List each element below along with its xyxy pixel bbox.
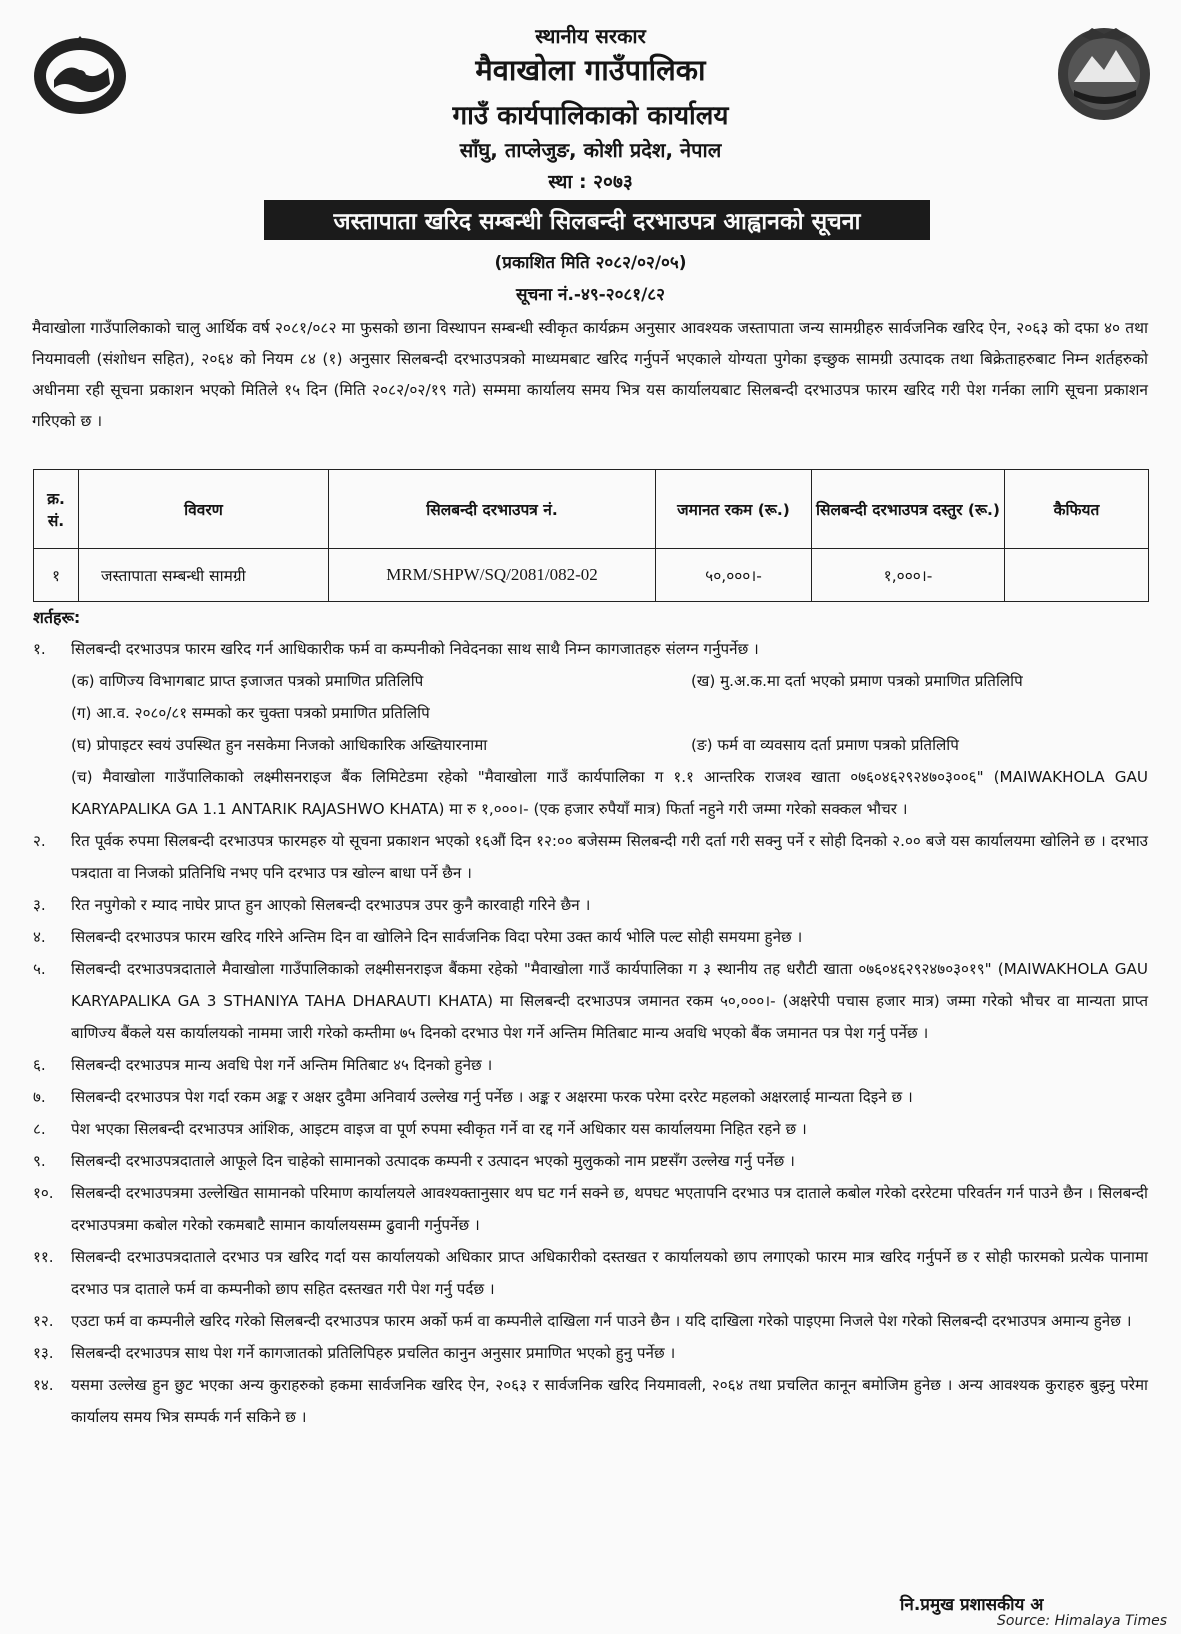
term-item [33, 1145, 1148, 1177]
cell-description: जस्तापाता सम्बन्धी सामग्री [79, 549, 329, 602]
term-item [33, 921, 1148, 953]
cell-remarks [1005, 549, 1149, 602]
table-header-row [34, 470, 1149, 549]
term-item [33, 1305, 1148, 1337]
cell-sn: १ [34, 549, 79, 602]
col-header-sn: क्र. सं. [34, 470, 79, 549]
notice-title: जस्तापाता खरिद सम्बन्धी सिलबन्दी दरभाउपत्र आह्वानको सूचना [264, 200, 930, 240]
term-text: सिलबन्दी दरभाउपत्र साथ पेश गर्ने कागजातको प्रतिलिपिहरु प्रचलित कानुन अनुसार प्रमाणित भएको हुनु पर्नेछ । [71, 1344, 676, 1362]
term-subitem: (घ) प्रोपाइटर स्वयं उपस्थित हुन नसकेमा निजको आधिकारिक अख्तियारनामा [71, 736, 488, 754]
cell-fee: १,०००।- [812, 549, 1005, 602]
term-number: १३. [33, 1344, 54, 1362]
term-number: १४. [33, 1376, 54, 1394]
header-municipality-name: मैवाखोला गाउँपालिका [475, 53, 706, 87]
term-number: १०. [33, 1184, 54, 1202]
term-number: ५. [33, 960, 46, 978]
cell-bid-no: MRM/SHPW/SQ/2081/082-02 [329, 549, 656, 602]
term-number: ३. [33, 896, 46, 914]
terms-list [33, 633, 1148, 1433]
term-text: सिलबन्दी दरभाउपत्रदाताले मैवाखोला गाउँपालिकाको लक्ष्मीसनराइज बैंकमा रहेको "मैवाखोला गाउँ कार्यपालिका ग ३ स्थानीय तह धरौटी खाता ०७६०४६२९२४७०३०१९" (MAIWAKHOLA GAU KARYAPALIKA GA 3 STHANIYA TAHA DHARAUTI KHATA) मा सिलबन्दी दरभाउपत्र जमानत रकम ५०,०००।- (अक्षरेपी पचास हजार मात्र) जम्मा गरेको भौचर वा मान्यता प्राप्त बाणिज्य बैंकले यस कार्यालयको नाममा जारी गरेको कम्तीमा ७५ दिनको दरभाउ पेश गर्ने अन्तिम मितिबाट मान्य अवधि भएको बैंक जमानत पत्र पेश गर्नु पर्नेछ । [71, 960, 1148, 1042]
term-item [33, 633, 1148, 665]
term-item [33, 1241, 1148, 1305]
term-subitem: (ङ) फर्म वा व्यवसाय दर्ता प्रमाण पत्रको प्रतिलिपि [691, 736, 959, 754]
term-number: ८. [33, 1120, 46, 1138]
notice-number: सूचना नं.-४९-२०८१/८२ [516, 285, 665, 305]
term-text: सिलबन्दी दरभाउपत्र फारम खरिद गरिने अन्तिम दिन वा खोलिने दिन सार्वजनिक विदा परेमा उक्त कार्य भोलि पल्ट सोही समयमा हुनेछ । [71, 928, 803, 946]
term-text: सिलबन्दी दरभाउपत्रदाताले आफूले दिन चाहेको सामानको उत्पादक कम्पनी र उत्पादन भएको मुलुकको नाम प्रष्टसँग उल्लेख गर्नु पर्नेछ । [71, 1152, 795, 1170]
term-subitem: (क) वाणिज्य विभागबाट प्राप्त इजाजत पत्रको प्रमाणित प्रतिलिपि [71, 672, 424, 690]
term-item [33, 1337, 1148, 1369]
published-date: (प्रकाशित मिति २०८२/०२/०५) [494, 253, 687, 273]
header-office-name: गाउँ कार्यपालिकाको कार्यालय [452, 101, 729, 131]
term-item [33, 1177, 1148, 1241]
term-subitems-row [33, 729, 1148, 761]
signature-line: नि.प्रमुख प्रशासकीय अ [900, 1595, 1044, 1615]
intro-paragraph: मैवाखोला गाउँपालिकाको चालु आर्थिक वर्ष २०८१/०८२ मा फुसको छाना विस्थापन सम्बन्धी स्वीकृत कार्यक्रम अनुसार आवश्यक जस्तापाता जन्य सामग्रीहरु सार्वजनिक खरिद ऐन, २०६३ को दफा ४० तथा नियमावली (संशोधन सहित), २०६४ को नियम ८४ (१) अनुसार सिलबन्दी दरभाउपत्रको माध्यमबाट खरिद गर्नुपर्ने भएकाले योग्यता पुगेका इच्छुक सामग्री उत्पादक तथा बिक्रेताहरुबाट निम्न शर्तहरुको अधीनमा रही सूचना प्रकाशन भएको मितिले १५ दिन (मिति २०८२/०२/१९ गते) सम्ममा कार्यालय समय भित्र यस कार्यालयबाट सिलबन्दी दरभाउपत्र फारम खरिद गरी पेश गर्नका लागि सूचना प्रकाशन गरिएको छ । [32, 319, 1148, 430]
term-number: १. [33, 640, 46, 658]
term-subitems-row [33, 697, 1148, 729]
table-row [34, 549, 1149, 602]
term-item [33, 953, 1148, 1049]
col-header-fee: सिलबन्दी दरभाउपत्र दस्तुर (रू.) [812, 470, 1005, 549]
term-text: यसमा उल्लेख हुन छुट भएका अन्य कुराहरुको हकमा सार्वजनिक खरिद ऐन, २०६३ र सार्वजनिक खरिद नियमावली, २०६४ तथा प्रचलित कानून बमोजिम हुनेछ । अन्य आवश्यक कुराहरु बुझ्नु परेमा कार्यालय समय भित्र सम्पर्क गर्न सकिने छ । [71, 1376, 1148, 1426]
term-number: ११. [33, 1248, 54, 1266]
term-text: रित नपुगेको र म्याद नाघेर प्राप्त हुन आएको सिलबन्दी दरभाउपत्र उपर कुनै कारवाही गरिने छैन । [71, 896, 591, 914]
term-subitem: (ग) आ.व. २०८०/८१ सम्मको कर चुक्ता पत्रको प्रमाणित प्रतिलिपि [71, 704, 430, 722]
col-header-description: विवरण [79, 470, 329, 549]
term-text: एउटा फर्म वा कम्पनीले खरिद गरेको सिलबन्दी दरभाउपत्र फारम अर्को फर्म वा कम्पनीले दाखिला गर्न पाउने छैन । यदि दाखिला गरेको पाइएमा निजले पेश गरेको सिलबन्दी दरभाउपत्र अमान्य हुनेछ । [71, 1312, 1132, 1330]
term-text: रित पूर्वक रुपमा सिलबन्दी दरभाउपत्र फारमहरु यो सूचना प्रकाशन भएको १६औं दिन १२:०० बजेसम्म सिलबन्दी गरी दर्ता गरी सक्नु पर्ने र सोही दिनको २.०० बजे यस कार्यालयमा खोलिने छ । दरभाउ पत्रदाता वा निजको प्रतिनिधि नभए पनि दरभाउ पत्र खोल्न बाधा पर्ने छैन । [71, 832, 1148, 882]
term-subitem: (च) मैवाखोला गाउँपालिकाको लक्ष्मीसनराइज बैंक लिमिटेडमा रहेको "मैवाखोला गाउँ कार्यपालिका ग १.१ आन्तरिक राजश्व खाता ०७६०४६२९२४७०३००६" (MAIWAKHOLA GAU KARYAPALIKA GA 1.1 ANTARIK RAJASHWO KHATA) मा रु १,०००।- (एक हजार रुपैयाँ मात्र) फिर्ता नहुने गरी जम्मा गरेको सक्कल भौचर । [71, 768, 1148, 818]
terms-heading: शर्तहरू: [33, 608, 81, 627]
term-subitem: (ख) मु.अ.क.मा दर्ता भएको प्रमाण पत्रको प्रमाणित प्रतिलिपि [691, 672, 1023, 690]
term-item [33, 1369, 1148, 1433]
term-text: सिलबन्दी दरभाउपत्रमा उल्लेखित सामानको परिमाण कार्यालयले आवश्यक्तानुसार थप घट गर्न सक्ने छ, थपघट भएतापनि दरभाउ पत्र दाताले कबोल गरेको दररेटमा परिवर्तन गर्न पाउने छैन । सिलबन्दी दरभाउपत्रमा कबोल गरेको रकमबाटै सामान कार्यालयसम्म ढुवानी गर्नुपर्नेछ । [71, 1184, 1148, 1234]
term-number: ४. [33, 928, 46, 946]
source-credit: Source: Himalaya Times [997, 1613, 1167, 1629]
term-item [33, 1113, 1148, 1145]
term-text: पेश भएका सिलबन्दी दरभाउपत्र आंशिक, आइटम वाइज वा पूर्ण रुपमा स्वीकृत गर्ने वा रद्द गर्ने अधिकार यस कार्यालयमा निहित रहने छ । [71, 1120, 807, 1138]
term-item [33, 825, 1148, 889]
header-local-government: स्थानीय सरकार [535, 24, 646, 48]
header-established: स्था : २०७३ [548, 171, 633, 193]
col-header-security: जमानत रकम (रू.) [656, 470, 812, 549]
header-address: साँघु, ताप्लेजुङ, कोशी प्रदेश, नेपाल [459, 138, 722, 162]
term-item [33, 889, 1148, 921]
term-text: सिलबन्दी दरभाउपत्र मान्य अवधि पेश गर्ने अन्तिम मितिबाट ४५ दिनको हुनेछ । [71, 1056, 493, 1074]
bid-table [33, 469, 1149, 602]
term-subitems-row [33, 665, 1148, 697]
term-item [33, 1049, 1148, 1081]
term-number: ९. [33, 1152, 46, 1170]
term-text: सिलबन्दी दरभाउपत्र फारम खरिद गर्न आधिकारीक फर्म वा कम्पनीको निवेदनका साथ साथै निम्न कागजातहरु संलग्न गर्नुपर्नेछ । [71, 640, 759, 658]
term-number: ६. [33, 1056, 46, 1074]
term-item [33, 1081, 1148, 1113]
cell-security: ५०,०००।- [656, 549, 812, 602]
term-text: सिलबन्दी दरभाउपत्रदाताले दरभाउ पत्र खरिद गर्दा यस कार्यालयको अधिकार प्राप्त अधिकारीको दस्तखत र कार्यालयको छाप लगाएको फारम मात्र खरिद गर्नुपर्ने छ र सोही फारमको प्रत्येक पानामा दरभाउ पत्र दाताले फर्म वा कम्पनीको छाप सहित दस्तखत गरी पेश गर्नु पर्दछ । [71, 1248, 1148, 1298]
term-number: २. [33, 832, 46, 850]
col-header-remarks: कैफियत [1005, 470, 1149, 549]
term-text: सिलबन्दी दरभाउपत्र पेश गर्दा रकम अङ्क र अक्षर दुवैमा अनिवार्य उल्लेख गर्नु पर्नेछ । अङ्क र अक्षरमा फरक परेमा दररेट महलको अक्षरलाई मान्यता दिइने छ । [71, 1088, 913, 1106]
col-header-bid-no: सिलबन्दी दरभाउपत्र नं. [329, 470, 656, 549]
term-number: १२. [33, 1312, 54, 1330]
term-number: ७. [33, 1088, 46, 1106]
